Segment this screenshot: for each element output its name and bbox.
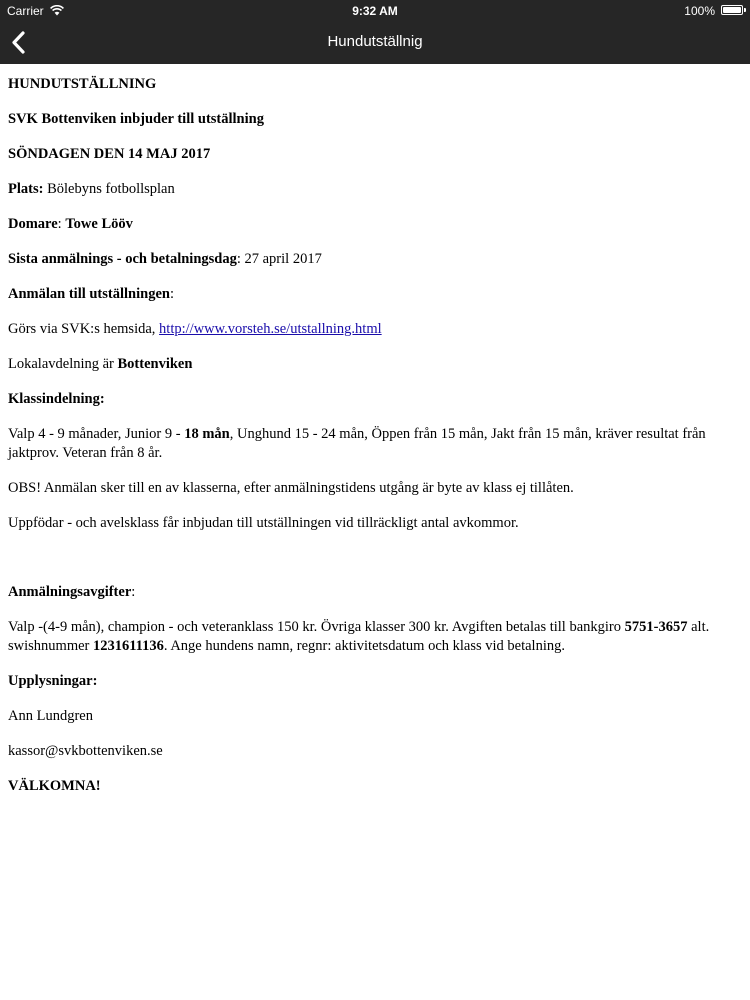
registration-via-line: Görs via SVK:s hemsida, http://www.vorsteh.se/utstallning.html [8, 321, 382, 337]
invite-line: SVK Bottenviken inbjuder till utställning [8, 111, 264, 127]
place-line [8, 180, 734, 199]
chevron-left-icon [6, 26, 38, 60]
back-button[interactable] [6, 26, 38, 60]
judge-line: Domare: Towe Lööv [8, 216, 133, 232]
classes-text: Valp 4 - 9 månader, Junior 9 - 18 mån, Unghund 15 - 24 mån, Öppen från 15 mån, Jakt från 15 mån, kräver resultat från jaktprov. Veteran från 8 år. [8, 426, 706, 461]
fees-heading: Anmälningsavgifter: [8, 584, 136, 600]
article-heading: HUNDUTSTÄLLNING [8, 76, 157, 92]
carrier-label: Carrier [7, 4, 44, 18]
fees-text: Valp -(4-9 mån), champion - och veteranklass 150 kr. Övriga klasser 300 kr. Avgiften betalas till bankgiro 5751-3657 alt. swishnummer 1231611136. Ange hundens namn, regnr: aktivitetsdatum och klass vid betalning. [8, 619, 710, 654]
welcome-line: VÄLKOMNA! [8, 778, 101, 794]
clock: 9:32 AM [352, 4, 398, 18]
swish-number: 1231611136 [92, 638, 164, 654]
navigation-bar [0, 22, 750, 64]
battery-icon [721, 5, 743, 15]
deadline-label: Sista anmälnings - och betalningsdag [8, 251, 237, 267]
bankgiro-number: 5751-3657 [624, 619, 688, 635]
deadline-value: : 27 april 2017 [236, 251, 322, 267]
obs-note: OBS! Anmälan sker till en av klasserna, efter anmälningstidens utgång är byte av klass ej tillåten. [8, 480, 574, 496]
status-bar [0, 0, 750, 22]
judge-value: Towe Lööv [65, 216, 133, 232]
contact-name: Ann Lundgren [8, 708, 93, 724]
info-heading: Upplysningar: [8, 673, 98, 689]
spacer [8, 549, 734, 583]
deadline-line [8, 250, 734, 269]
local-branch-line: Lokalavdelning är Bottenviken [8, 356, 193, 372]
registration-heading: Anmälan till utställningen: [8, 286, 174, 302]
article-content [8, 64, 734, 812]
breeder-note: Uppfödar - och avelsklass får inbjudan till utställningen vid tillräckligt antal avkommor. [8, 515, 519, 531]
place-value: Bölebyns fotbollsplan [43, 181, 175, 197]
contact-email: kassor@svkbottenviken.se [8, 743, 163, 759]
battery-percent: 100% [684, 4, 715, 18]
registration-link[interactable]: http://www.vorsteh.se/utstallning.html [159, 321, 382, 337]
date-line: SÖNDAGEN DEN 14 MAJ 2017 [8, 146, 211, 162]
place-label: Plats: [8, 181, 44, 197]
classes-heading: Klassindelning: [8, 391, 105, 407]
judge-label: Domare [8, 216, 58, 232]
page-title: Hundutställnig [327, 33, 423, 50]
